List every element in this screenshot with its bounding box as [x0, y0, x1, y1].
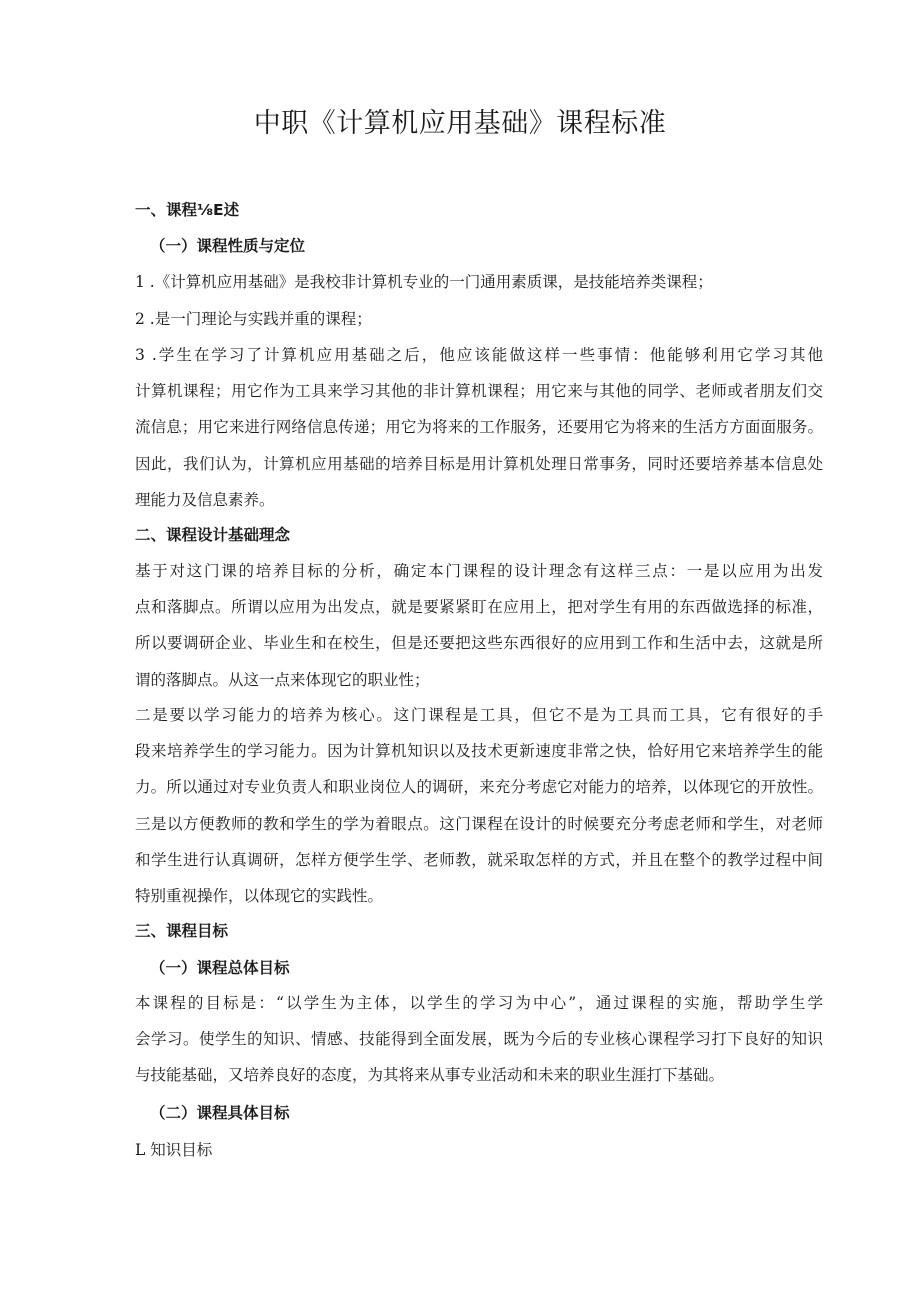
list-item-3	[135, 337, 823, 518]
text-line: 特别重视操作，以体现它的实践性。	[135, 887, 384, 906]
paragraph-design-2	[135, 697, 823, 914]
text-line: 三是以方便教师的教和学生的学为着眼点。这门课程在设计的时候要充分考虑老师和学生，对老师	[135, 814, 823, 833]
list-item-2: 2 .是一门理论与实践并重的课程；	[135, 310, 372, 328]
subsection-heading-specific-goals: （二）课程具体目标	[150, 1104, 290, 1122]
subsection-heading-nature: （一）课程性质与定位	[150, 237, 306, 255]
section-heading-design-concept: 二、课程设计基础理念	[135, 526, 291, 544]
paragraph-design-1	[135, 553, 823, 698]
list-item-1: 1 .《计算机应用基础》是我校非计算机专业的一门通用素质课，是技能培养类课程；	[135, 273, 713, 291]
text-line: 力。所以通过对专业负责人和职业岗位人的调研，来充分考虑它对能力的培养，以体现它的开放性。	[135, 778, 823, 797]
text-line: 谓的落脚点。从这一点来体现它的职业性；	[135, 670, 430, 689]
text-line: 基于对这门课的培养目标的分析，确定本门课程的设计理念有这样三点：一是以应用为出发	[135, 562, 823, 580]
document-title: 中职《计算机应用基础》课程标准	[253, 108, 667, 139]
section-heading-overview: 一、课程⅛E述	[135, 201, 240, 219]
text-line: 计算机课程；用它作为工具来学习其他的非计算机课程；用它来与其他的同学、老师或者朋友们交	[135, 382, 823, 401]
subsection-heading-overall-goal: （一）课程总体目标	[150, 959, 290, 977]
text-line: 流信息；用它来进行网络信息传递；用它为将来的工作服务，还要用它为将来的生活方方面面服务。	[135, 418, 823, 437]
paragraph-overall-goal	[135, 985, 823, 1094]
text-line: 与技能基础，又培养良好的态度，为其将来从事专业活动和未来的职业生涯打下基础。	[135, 1066, 725, 1085]
text-line: 点和落脚点。所谓以应用为出发点，就是要紧紧盯在应用上，把对学生有用的东西做选择的标准，	[135, 598, 823, 617]
text-line: 本课程的目标是：“以学生为主体，以学生的学习为中心”，通过课程的实施，帮助学生学	[135, 994, 823, 1012]
text-line: 会学习。使学生的知识、情感、技能得到全面发展，既为今后的专业核心课程学习打下良好的知识	[135, 1030, 823, 1049]
text-line: 二是要以学习能力的培养为核心。这门课程是工具，但它不是为工具而工具，它有很好的手	[135, 706, 823, 724]
text-line: 3 .学生在学习了计算机应用基础之后，他应该能做这样一些事情：他能够利用它学习其他	[135, 346, 823, 364]
text-line: 所以要调研企业、毕业生和在校生，但是还要把这些东西很好的应用到工作和生活中去，这就是所	[135, 634, 823, 653]
text-line: 段来培养学生的学习能力。因为计算机知识以及技术更新速度非常之快，恰好用它来培养学生的能	[135, 742, 823, 761]
section-heading-goals: 三、课程目标	[135, 922, 229, 940]
text-line: 和学生进行认真调研，怎样方便学生学、老师教，就采取怎样的方式，并且在整个的教学过程中间	[135, 850, 823, 869]
text-line: 因此，我们认为，计算机应用基础的培养目标是用计算机处理日常事务，同时还要培养基本信息处	[135, 454, 823, 473]
list-item-knowledge-goal: L 知识目标	[135, 1141, 213, 1159]
text-line: 理能力及信息素养。	[135, 490, 275, 509]
